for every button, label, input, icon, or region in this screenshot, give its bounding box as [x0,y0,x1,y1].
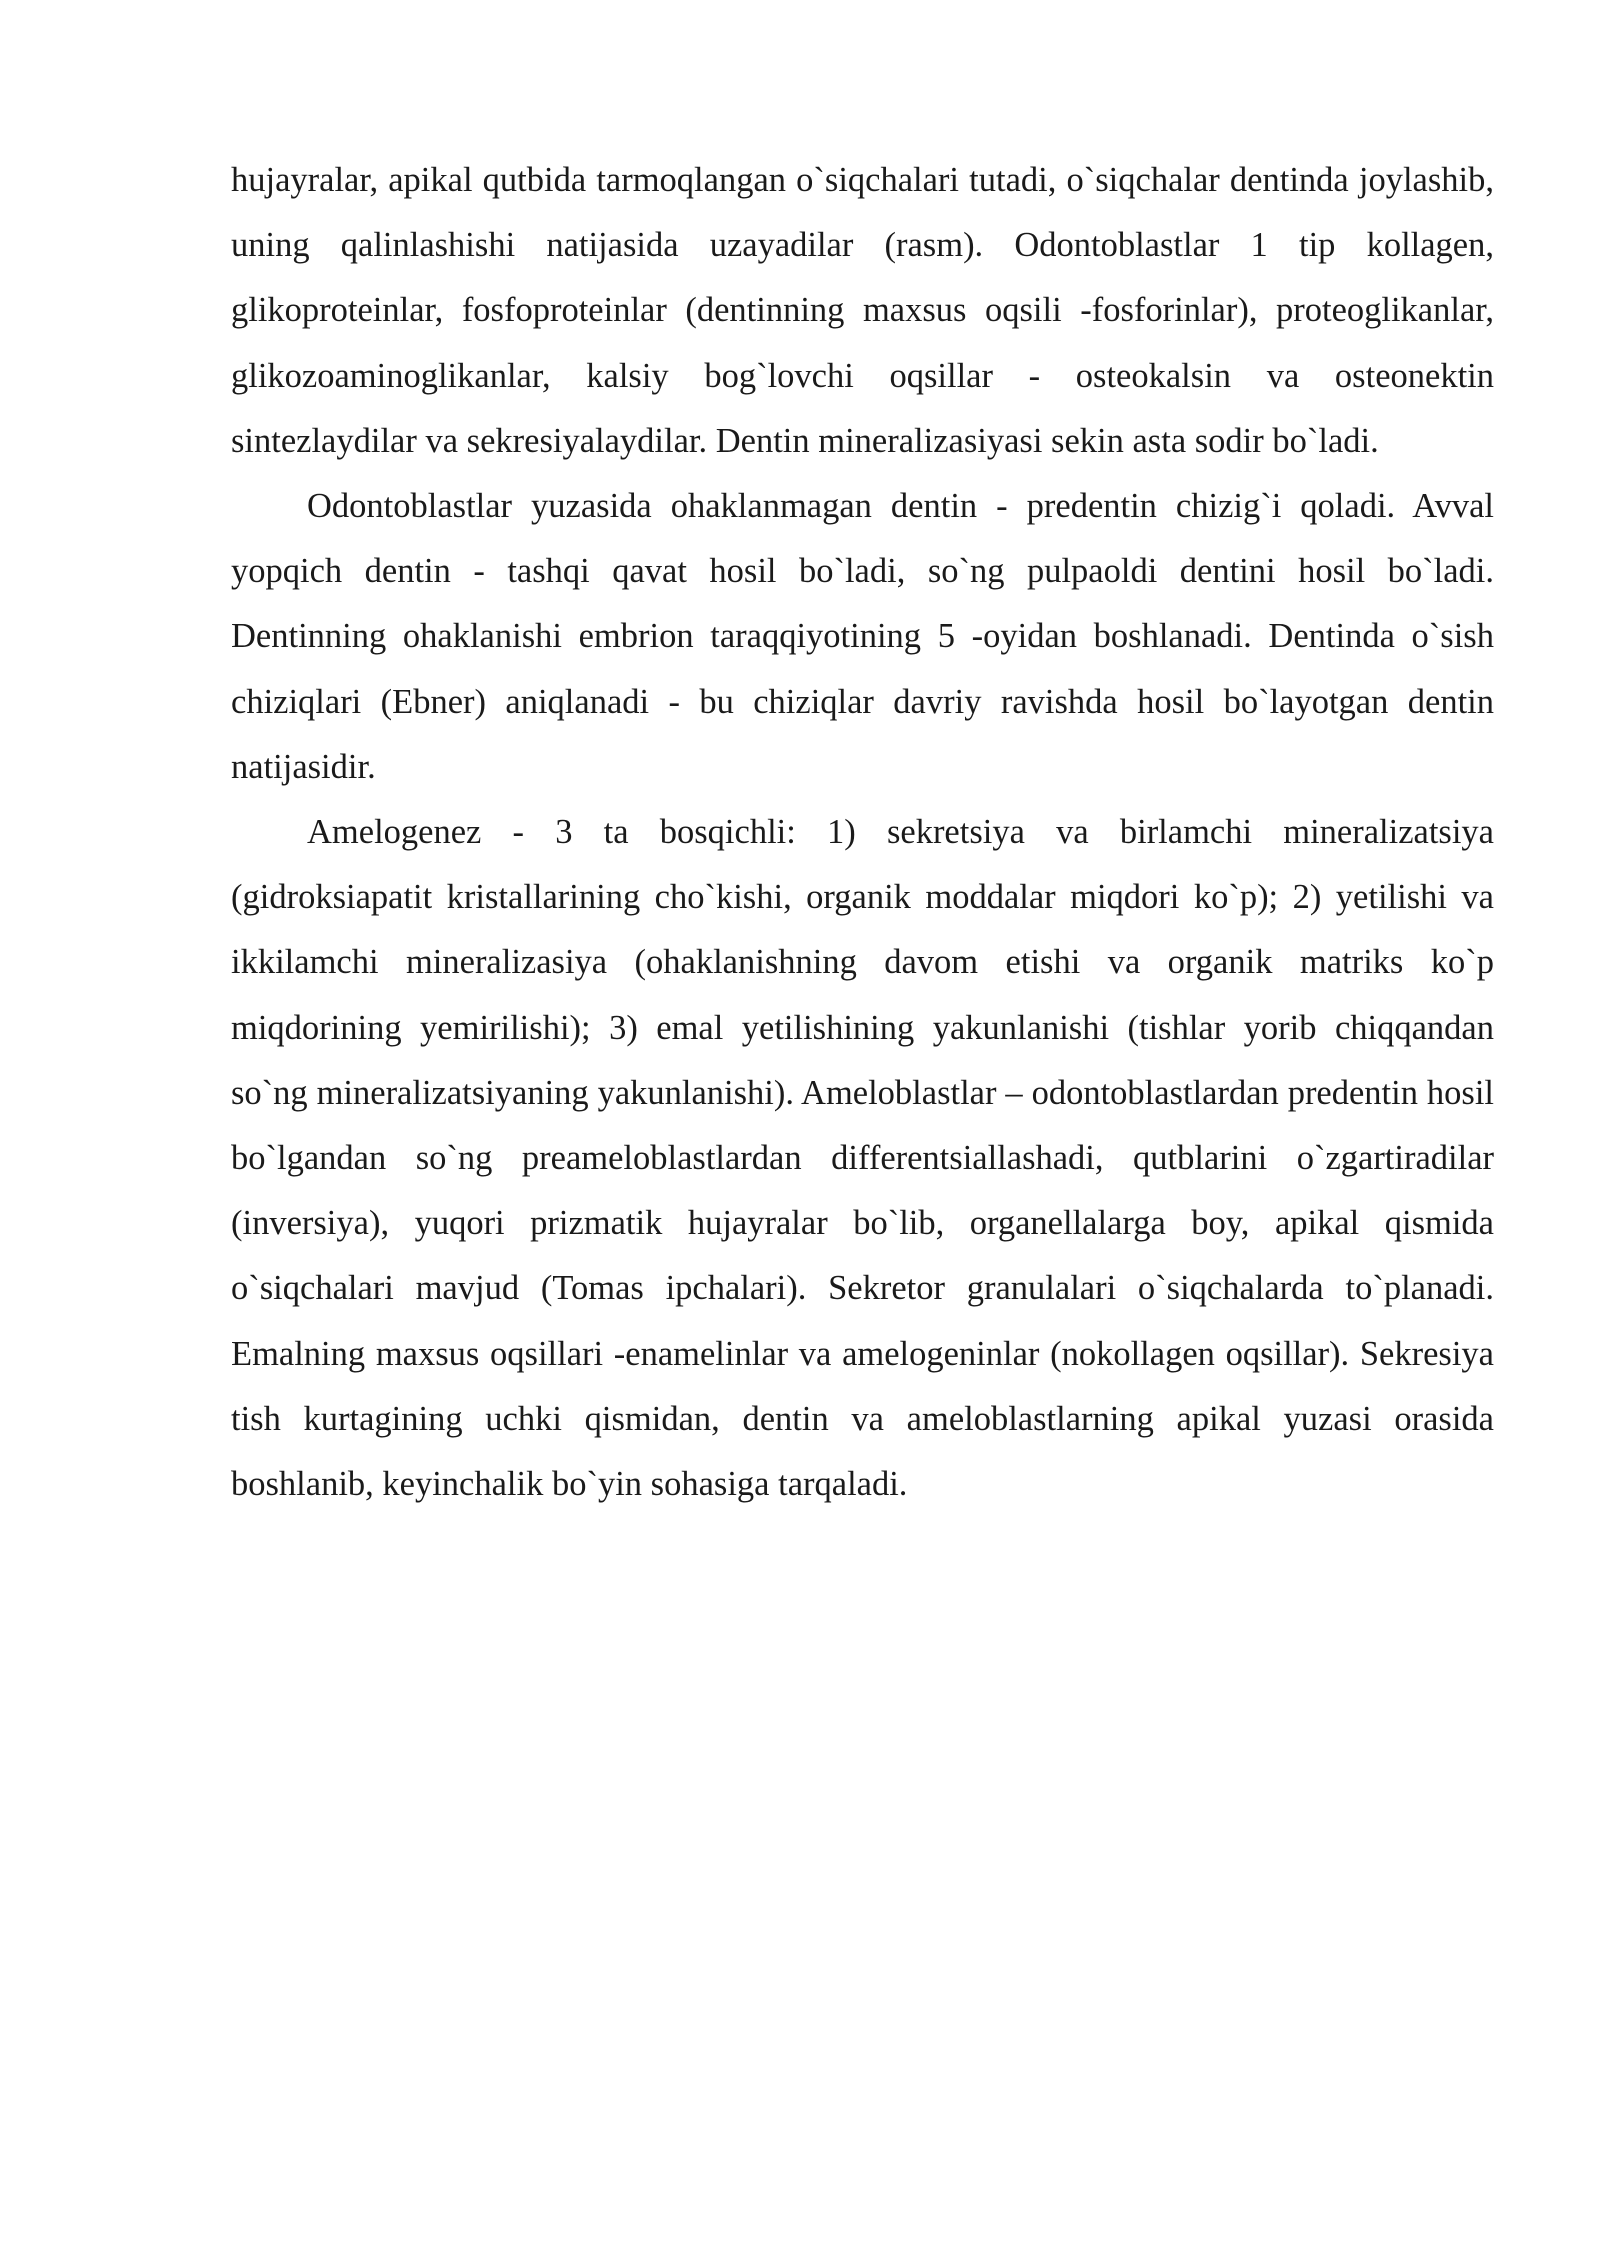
paragraph-1: hujayralar, apikal qutbida tarmoqlangan o`siqchalari tutadi, o`siqchalar dentinda joylashib, uning qalinlashishi natijasida uzayadilar (rasm). Odontoblastlar 1 tip kollagen, glikoproteinlar, fosfoproteinlar (dentinning maxsus oqsili -fosforinlar), proteoglikanlar, glikozoaminoglikanlar, kalsiy bog`lovchi oqsillar - osteokalsin va osteonektin sintezlaydilar va sekresiyalaydilar. Dentin mineralizasiyasi sekin asta sodir bo`ladi. [231,161,1494,460]
paragraph-3: Amelogenez - 3 ta bosqichli: 1) sekretsiya va birlamchi mineralizatsiya (gidroksiapatit kristallarining cho`kishi, organik moddalar miqdori ko`p); 2) yetilishi va ikkilamchi mineralizasiya (ohaklanishning davom etishi va organik matriks ko`p miqdorining yemirilishi); 3) emal yetilishining yakunlanishi (tishlar yorib chiqqandan so`ng mineralizatsiyaning yakunlanishi). Ameloblastlar – odontoblastlardan predentin hosil bo`lgandan so`ng preameloblastlardan differentsiallashadi, qutblarini o`zgartiradilar (inversiya), yuqori prizmatik hujayralar bo`lib, organellalarga boy, apikal qismida o`siqchalari mavjud (Tomas ipchalari). Sekretor granulalari o`siqchalarda to`planadi. Emalning maxsus oqsillari -enamelinlar va amelogeninlar (nokollagen oqsillar). Sekresiya tish kurtagining uchki qismidan, dentin va ameloblastlarning apikal yuzasi orasida boshlanib, keyinchalik bo`yin sohasiga tarqaladi. [231,813,1494,1504]
body-text [231,148,1494,1517]
paragraph-2: Odontoblastlar yuzasida ohaklanmagan dentin - predentin chizig`i qoladi. Avval yopqich dentin - tashqi qavat hosil bo`ladi, so`ng pulpaoldi dentini hosil bo`ladi. Dentinning ohaklanishi embrion taraqqiyotining 5 -oyidan boshlanadi. Dentinda o`sish chiziqlari (Ebner) aniqlanadi - bu chiziqlar davriy ravishda hosil bo`layotgan dentin natijasidir. [231,487,1494,786]
